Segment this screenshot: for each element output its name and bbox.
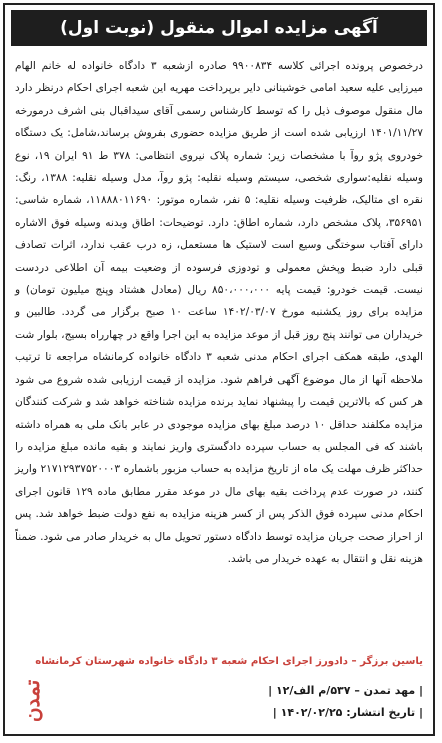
reference-number: | مهد تمدن – ۵۳۷/م الف/۱۲ | xyxy=(268,684,423,697)
newspaper-logo xyxy=(17,667,47,735)
notice-frame xyxy=(3,3,435,736)
notice-body xyxy=(15,55,423,570)
notice-title: آگهی مزایده اموال منقول (نوبت اول) xyxy=(11,10,427,46)
notice-paragraph: درخصوص پرونده اجرائی کلاسه ۹۹۰۰۸۳۴ صادره ازشعبه ۳ دادگاه خانواده له خانم الهام میرزایی علیه سعید امامی خوشینانی دایر برپرداخت مهریه این شعبه اجرای احکام درنظر دارد مال منقول موصوف ذیل را که توسط کارشناس رسمی آقای سیداقبال بنی اشرف درمورخه ۱۴۰۱/۱۱/۲۷ ارزیابی شده است از طریق مزایده حضوری بفروش برساند،شامل: یک دستگاه خودروی پژو روآ با مشخصات زیر: شماره پلاک نیروی انتظامی: ۳۷۸ ط ۹۱ ایران ۱۹، نوع وسیله نقلیه:سواری شخصی، سیستم وسیله نقلیه: پژو روآ، مدل وسیله نقلیه: ۱۳۸۸، رنگ: نقره ای متالیک، ظرفیت وسیله نقلیه: ۵ نفر، شماره موتور: ۱۱۸۸۸۰۱۱۶۹۰، شماره شاسی: ۳۵۶۹۵۱، پلاک مشخص دارد، شماره اطاق: دارد. توضیحات: اطاق وبدنه وسیله فوق الاشاره دارای آفتاب سوختگی وسیع است لاستیک ها مستعمل، زه درب عقب ندارد، اثرات تصادف قبلی دارد ضبط وپخش معمولی و تودوزی فرسوده از وضعیت بیمه آن اطلاعی دردست نیست. قیمت خودرو: قیمت پایه ۸۵۰،۰۰۰،۰۰۰ ریال (معادل هشتاد وپنج میلیون تومان) و مزایده برای روز یکشنبه مورخ ۱۴۰۲/۰۳/۰۷ ساعت ۱۰ صبح برگزار می گردد. طالبین و خریداران می توانند پنج روز قبل از موعد مزایده به این اجرا واقع در چهارراه بسیج، بلوار شت الهدی، طبقه همکف اجرای احکام مدنی شعبه ۳ دادگاه خانواده کرمانشاه مراجعه تا ترتیب ملاحظه آنها از مال موضوع آگهی فراهم شود. مزایده از قیمت ارزیابی شده شروع می شود هر کس که بالاترین قیمت را پیشنهاد نماید برنده مزایده شناخته خواهد شد و شرکت کنندگان مزایده مکلفند حداقل ۱۰ درصد مبلغ بهای مزایده موجودی در عابر بانک ملی به همراه داشته باشند که فی المجلس به حساب سپرده دادگستری واریز نمایند و بقیه مانده مبلغ مزایده را حداکثر ظرف مهلت یک ماه از تاریخ مزایده به حساب مزبور باشماره ۲۱۷۱۲۹۳۷۵۲۰۰۰۳ واریز کنند، در صورت عدم پرداخت بقیه بهای مال در موعد مقرر مطابق ماده ۱۲۹ قانون اجرای احکام مدنی سپرده فوق الذکر پس از کسر هزینه مزایده به نفع دولت ضبط خواهد شد. پس از احراز صحت جریان مزایده توسط دادگاه دستور تحویل مال به خریدار صادر می شود. ضمناً هزینه نقل و انتقال به عهده خریدار می باشد. xyxy=(15,60,423,565)
publication-date: | تاریخ انتشار: ۱۴۰۲/۰۲/۲۵ | xyxy=(272,706,423,719)
notice-signature: یاسین برزگر – دادورز اجرای احکام شعبه ۳ دادگاه خانواده شهرستان کرمانشاه xyxy=(35,656,423,667)
newspaper-logo-text: تمدن xyxy=(20,679,44,723)
publication-info xyxy=(268,680,423,724)
